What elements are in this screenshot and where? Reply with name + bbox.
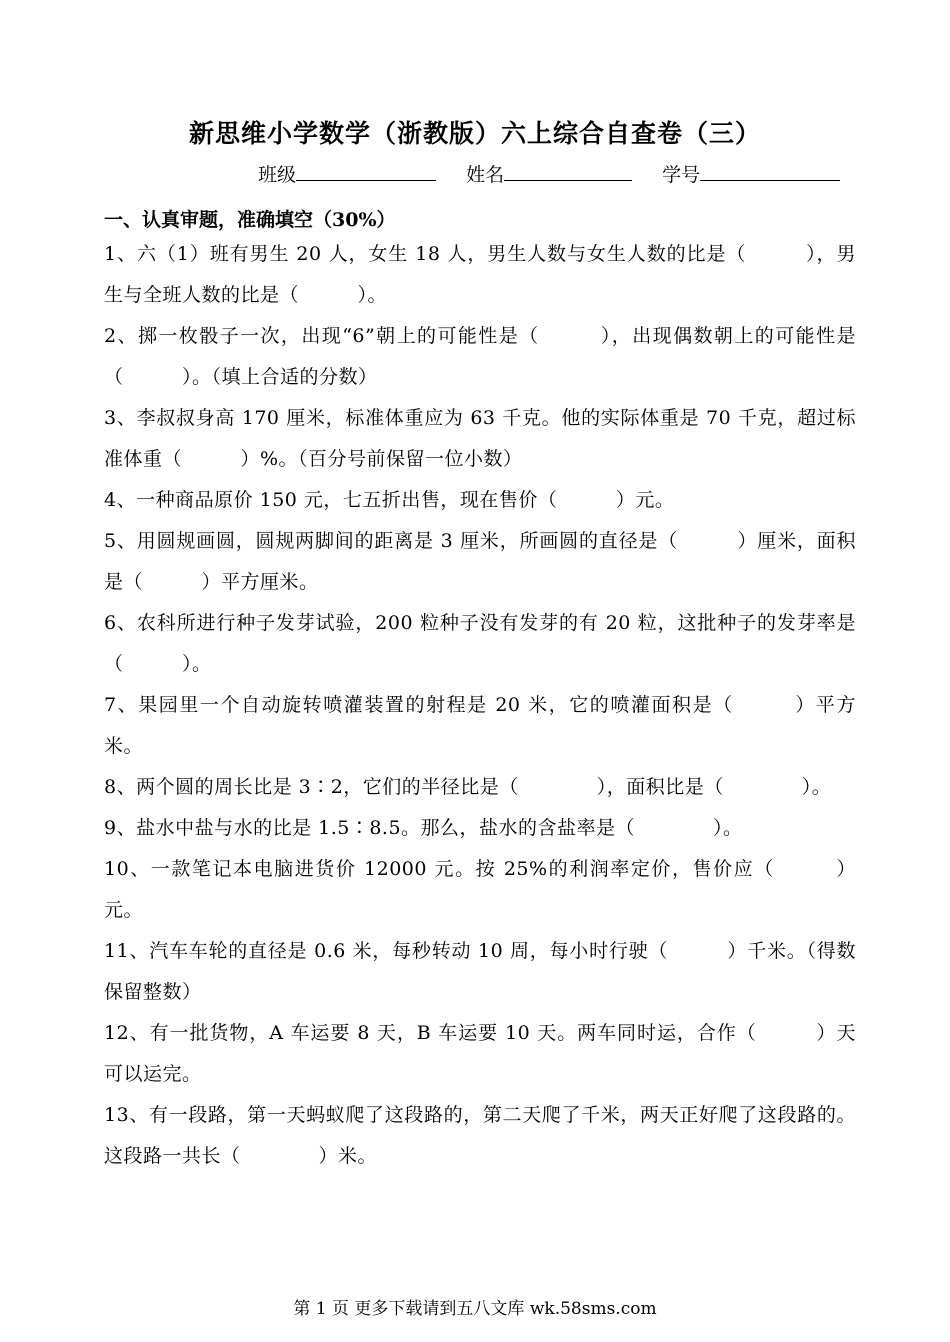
question-item: 9、盐水中盐与水的比是 1.5∶8.5。那么，盐水的含盐率是（ ）。 (104, 817, 743, 839)
question-item: 6、农科所进行种子发芽试验，200 粒种子没有发芽的有 20 粒，这批种子的发芽率是（ ）。 (104, 612, 856, 675)
question-item: 8、两个圆的周长比是 3∶2，它们的半径比是（ ），面积比是（ ）。 (104, 776, 832, 798)
question-item: 5、用圆规画圆，圆规两脚间的距离是 3 厘米，所画圆的直径是（ ）厘米，面积是（ ）平方厘米。 (104, 530, 856, 593)
page-footer: 第 1 页 更多下载请到五八文库 wk.58sms.com (293, 1299, 657, 1319)
student-number-label: 学号 (662, 164, 701, 186)
name-label: 姓名 (466, 164, 505, 186)
class-label: 班级 (258, 164, 297, 186)
question-item: 7、果园里一个自动旋转喷灌装置的射程是 20 米，它的喷灌面积是（ ）平方米。 (104, 694, 856, 757)
question-item: 11、汽车车轮的直径是 0.6 米，每秒转动 10 周，每小时行驶（ ）千米。（得数保留整数） (104, 940, 856, 1003)
page-title: 新思维小学数学（浙教版）六上综合自查卷（三） (188, 119, 761, 148)
section-heading: 一、认真审题，准确填空（30%） (104, 209, 396, 231)
question-item: 3、李叔叔身高 170 厘米，标准体重应为 63 千克。他的实际体重是 70 千克，超过标准体重（ ）%。（百分号前保留一位小数） (104, 407, 856, 470)
question-item: 4、一种商品原价 150 元，七五折出售，现在售价（ ）元。 (104, 489, 675, 511)
question-item: 2、掷一枚骰子一次，出现“6”朝上的可能性是（ ），出现偶数朝上的可能性是（ ）。（填上合适的分数） (104, 325, 856, 388)
name-blank[interactable] (504, 160, 632, 181)
question-item: 13、有一段路，第一天蚂蚁爬了这段路的，第二天爬了千米，两天正好爬了这段路的。这段路一共长（ ）米。 (104, 1104, 856, 1167)
class-blank[interactable] (296, 160, 436, 181)
question-list (104, 234, 856, 1177)
student-info-row (258, 160, 878, 187)
student-number-blank[interactable] (700, 160, 840, 181)
question-item: 10、一款笔记本电脑进货价 12000 元。按 25%的利润率定价，售价应（ ）元。 (104, 858, 856, 921)
question-item: 12、有一批货物，A 车运要 8 天，B 车运要 10 天。两车同时运，合作（ ）天可以运完。 (104, 1022, 856, 1085)
question-item: 1、六（1）班有男生 20 人，女生 18 人，男生人数与女生人数的比是（ ），男生与全班人数的比是（ ）。 (104, 243, 856, 306)
